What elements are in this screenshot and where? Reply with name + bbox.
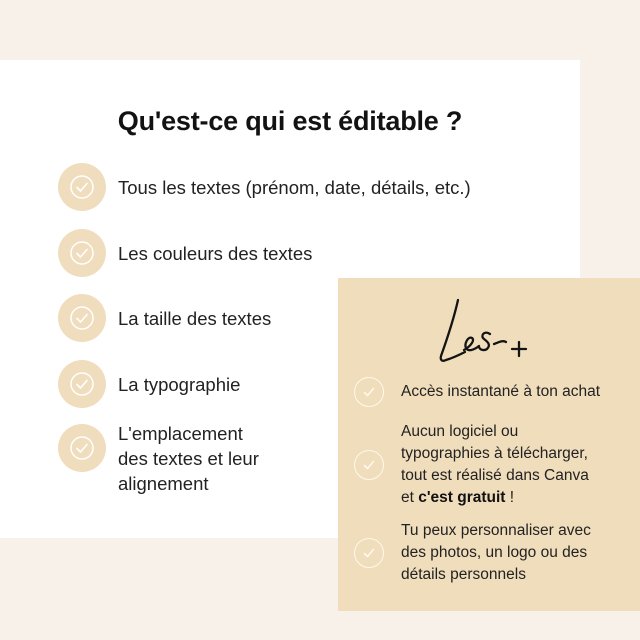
check-circle-icon xyxy=(58,294,106,342)
check-circle-icon xyxy=(58,229,106,277)
bonus-card xyxy=(338,278,640,611)
feature-item-colors xyxy=(58,229,312,277)
feature-item-size xyxy=(58,294,271,342)
bonus-text: Accès instantané à ton achat xyxy=(401,383,601,400)
feature-label: La typographie xyxy=(118,373,241,395)
bonus-text xyxy=(401,421,589,509)
check-circle-icon xyxy=(354,538,384,568)
bonus-text-line: ! xyxy=(505,489,515,506)
page-title: Qu'est-ce qui est éditable ? xyxy=(117,106,463,136)
feature-item-texts xyxy=(58,163,471,211)
bonus-text-line: Tu peux personnaliser avec xyxy=(401,522,591,539)
bonus-text xyxy=(401,520,591,586)
bonus-heading-script xyxy=(428,288,553,368)
bonus-text-line: Aucun logiciel ou xyxy=(401,423,519,440)
feature-item-placement xyxy=(58,421,259,496)
feature-label: L'emplacement des textes et leur alignement xyxy=(118,423,259,494)
check-circle-icon xyxy=(58,424,106,472)
feature-item-typography xyxy=(58,360,240,408)
bonus-text-bold: c'est gratuit xyxy=(418,489,506,506)
bonus-text-line: des photos, un logo ou des xyxy=(401,544,588,561)
bonus-heading xyxy=(428,288,553,373)
feature-label: La taille des textes xyxy=(118,307,272,329)
bonus-text-line: et xyxy=(401,489,419,506)
feature-label: Tous les textes (prénom, date, détails, etc.) xyxy=(118,176,471,198)
bonus-item-no-software xyxy=(354,421,589,509)
check-circle-icon xyxy=(354,450,384,480)
check-circle-icon xyxy=(58,163,106,211)
bonus-text-line: typographies à télécharger, xyxy=(401,445,588,462)
feature-label: Les couleurs des textes xyxy=(118,242,313,264)
bonus-item-instant xyxy=(354,377,600,407)
check-circle-icon xyxy=(58,360,106,408)
bonus-item-personalize xyxy=(354,520,591,586)
check-circle-icon xyxy=(354,377,384,407)
bonus-text-line: détails personnels xyxy=(401,566,526,583)
bonus-text-line: tout est réalisé dans Canva xyxy=(401,467,589,484)
